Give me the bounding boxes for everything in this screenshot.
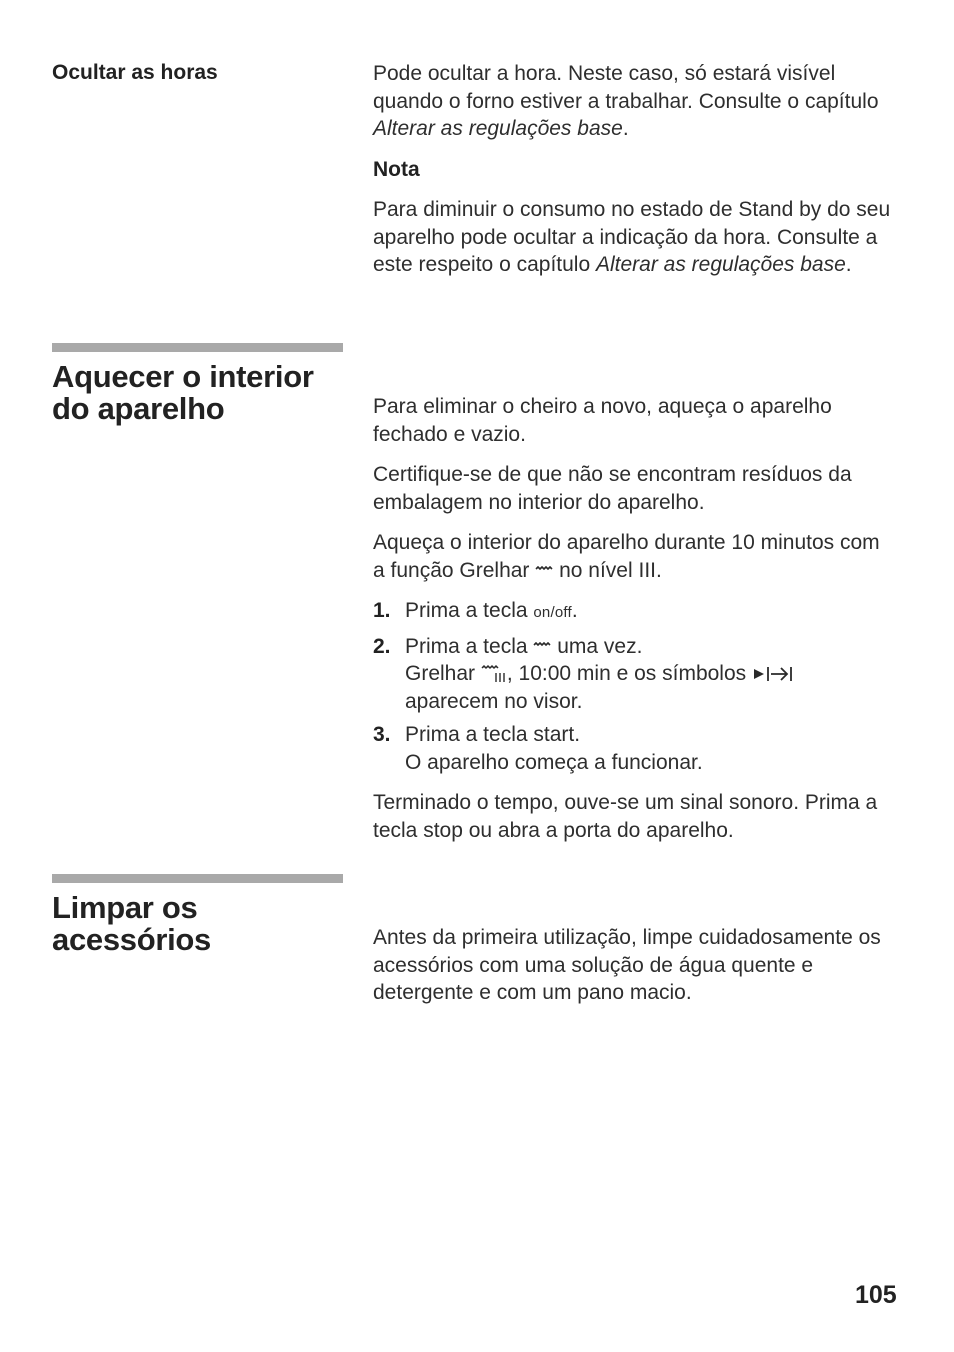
- paragraph: Antes da primeira utilização, limpe cuidadosamente os acessórios com uma solução de água quente e detergente e com um pano macio.: [373, 926, 881, 1004]
- heading-line: Aquecer o interior: [52, 359, 314, 394]
- section-label-hide-time: Ocultar as horas: [52, 61, 218, 84]
- hide-time-content: [373, 60, 893, 279]
- paragraph: [373, 529, 893, 584]
- step-line: Prima a tecla start.: [405, 723, 581, 746]
- step-line: [405, 660, 893, 688]
- grill-icon: [535, 566, 553, 576]
- note-text: Para diminuir o consumo no estado de Stand by do seu aparelho pode ocultar a indicação da hora. Consulte a este respeito o capítulo: [373, 198, 891, 276]
- step-text: uma vez.: [551, 634, 643, 658]
- hide-time-text: Pode ocultar a hora. Neste caso, só estará visível quando o forno estiver a trabalhar. Consulte o capítulo: [373, 62, 879, 113]
- step-line: [405, 633, 893, 661]
- step-number: 2.: [373, 634, 391, 658]
- note-title: Nota: [373, 157, 420, 181]
- heading-line: Limpar os: [52, 890, 198, 925]
- section-divider: [52, 874, 343, 883]
- chapter-reference: Alterar as regulações base: [373, 117, 623, 140]
- step-number: 3.: [373, 723, 391, 746]
- text: Aqueça o interior do aparelho durante 10 minutos com a função Grelhar: [373, 531, 880, 582]
- step-number: 1.: [373, 599, 391, 622]
- grill-level-iii-icon: [481, 664, 507, 684]
- heat-interior-content: [373, 393, 893, 844]
- step-line: aparecem no visor.: [405, 689, 583, 713]
- clean-accessories-content: [373, 924, 893, 1007]
- paragraph: Terminado o tempo, ouve-se um sinal sonoro. Prima a tecla stop ou abra a porta do aparelho.: [373, 791, 878, 842]
- step-3: [373, 721, 893, 776]
- text: no nível III.: [553, 558, 662, 582]
- paragraph: Certifique-se de que não se encontram resíduos da embalagem no interior do aparelho.: [373, 463, 852, 514]
- hide-time-paragraph: Pode ocultar a hora. Neste caso, só estará visível quando o forno estiver a trabalhar. Consulte o capítulo Alterar as regulações base.: [373, 62, 879, 140]
- step-2: [373, 633, 893, 716]
- note-paragraph: Para diminuir o consumo no estado de Stand by do seu aparelho pode ocultar a indicação da hora. Consulte a este respeito o capítulo Alterar as regulações base.: [373, 198, 891, 276]
- grill-icon: [533, 642, 551, 652]
- on-off-key-label: on/off: [533, 604, 572, 621]
- heading-line: acessórios: [52, 922, 211, 957]
- step-1: 1. Prima a tecla on/off.: [373, 597, 893, 627]
- step-text: Prima a tecla: [405, 599, 534, 622]
- heading-clean-accessories: [52, 892, 352, 956]
- paragraph: Para eliminar o cheiro a novo, aqueça o aparelho fechado e vazio.: [373, 395, 832, 446]
- heading-heat-interior: [52, 361, 352, 425]
- step-text: , 10:00 min e os símbolos: [506, 662, 752, 685]
- step-line: O aparelho começa a funcionar.: [405, 750, 703, 774]
- section-divider: [52, 343, 343, 352]
- step-text: Grelhar: [405, 662, 481, 685]
- heading-line: do aparelho: [52, 391, 225, 426]
- step-text: Prima a tecla: [405, 634, 534, 658]
- page-number: 105: [855, 1281, 897, 1309]
- play-skip-icon: [752, 665, 796, 683]
- chapter-reference: Alterar as regulações base: [595, 253, 846, 276]
